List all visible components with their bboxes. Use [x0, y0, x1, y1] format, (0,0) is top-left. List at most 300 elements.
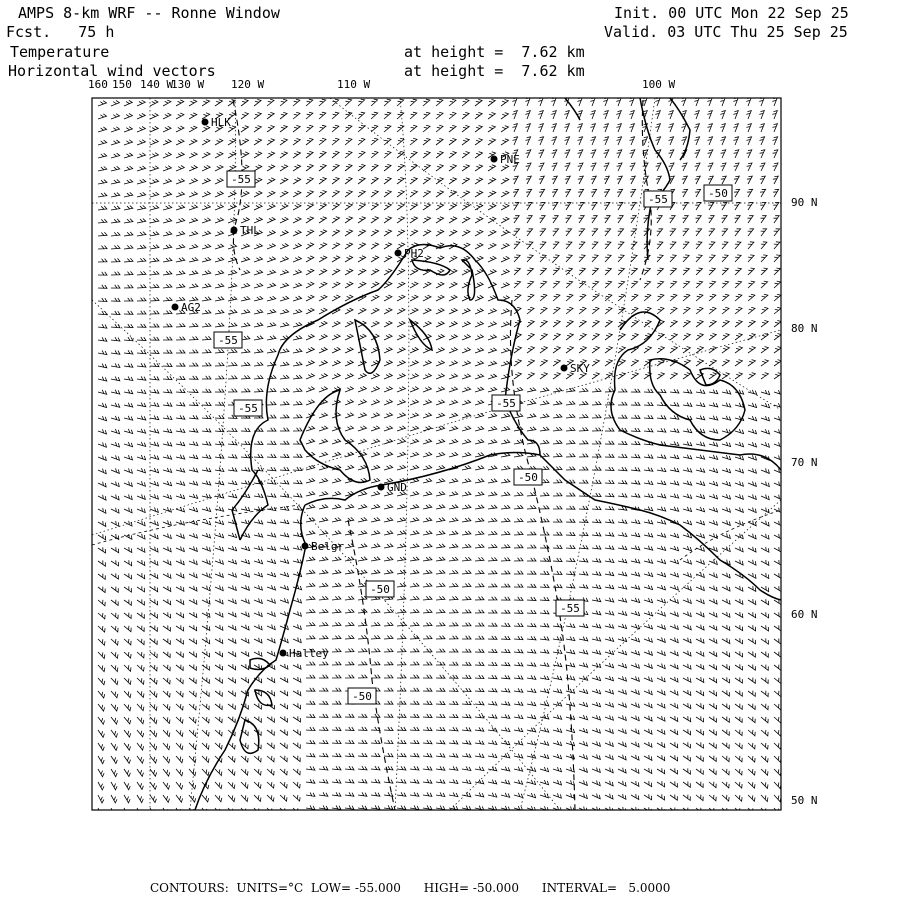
wind-barb [241, 546, 250, 551]
wind-barb [512, 98, 517, 106]
wind-barb [488, 492, 497, 496]
wind-barb [631, 663, 639, 668]
wind-barb [525, 98, 530, 106]
wind-barb [618, 559, 627, 563]
wind-barb [306, 204, 314, 210]
wind-barb [423, 374, 431, 379]
wind-barb [761, 229, 767, 236]
wind-barb [215, 559, 223, 564]
wind-barb [293, 296, 302, 301]
wind-barb [683, 468, 692, 472]
station-marker [491, 156, 498, 163]
wind-barb [683, 768, 690, 774]
wind-barb [397, 426, 406, 431]
wind-barb [475, 282, 483, 288]
wind-barb [656, 137, 661, 145]
wind-barb [709, 795, 716, 801]
wind-barb [254, 165, 262, 171]
wind-barb [410, 544, 419, 548]
wind-barb [669, 163, 674, 171]
wind-barb [410, 531, 419, 535]
wind-barb [618, 229, 624, 236]
wind-barb [423, 178, 430, 185]
wind-barb [98, 337, 107, 341]
wind-barb [605, 572, 614, 576]
wind-barb [475, 636, 484, 639]
wind-barb [254, 493, 263, 497]
wind-barb [150, 205, 159, 210]
wind-barb [514, 558, 523, 561]
wind-barb [592, 532, 601, 536]
wind-barb [734, 176, 739, 184]
wind-barb [644, 268, 650, 275]
wind-barb [436, 557, 445, 561]
wind-barb [267, 782, 274, 788]
wind-barb [774, 769, 781, 775]
wind-barb [605, 585, 614, 589]
wind-barb [773, 137, 778, 145]
wind-barb [735, 255, 741, 262]
wind-barb [722, 216, 728, 223]
wind-barb [501, 597, 510, 600]
wind-barb [280, 664, 288, 669]
wind-barb [514, 688, 523, 692]
wind-barb [371, 622, 380, 626]
wind-barb [436, 125, 443, 132]
wind-barb [501, 256, 509, 262]
wind-barb [332, 334, 340, 340]
wind-barb [565, 150, 570, 158]
wind-barb [618, 637, 627, 642]
wind-barb [670, 494, 679, 498]
wind-barb [748, 795, 755, 801]
wind-barb [293, 480, 302, 484]
wind-barb [280, 322, 289, 327]
wind-barb [176, 455, 185, 459]
wind-barb [332, 766, 341, 770]
wind-barb [462, 348, 470, 353]
wind-barb [566, 493, 575, 496]
lat-label: 50 N [791, 794, 818, 807]
wind-barb [488, 466, 497, 470]
wind-barb [384, 517, 393, 522]
wind-barb [657, 389, 666, 393]
wind-barb [176, 507, 185, 512]
wind-barb [540, 584, 549, 588]
wind-barb [566, 532, 575, 536]
wind-barb [293, 112, 300, 119]
wind-barb [189, 795, 196, 802]
wind-barb [618, 572, 627, 576]
wind-barb [215, 612, 223, 617]
wind-barb [280, 611, 288, 616]
wind-barb [746, 111, 751, 119]
wind-barb [644, 781, 652, 787]
wind-barb [163, 153, 171, 159]
wind-barb [604, 203, 610, 211]
wind-barb [592, 545, 601, 549]
wind-barb [98, 403, 107, 408]
wind-barb [98, 285, 107, 288]
wind-barb [371, 230, 379, 236]
wind-barb [514, 780, 523, 785]
wind-barb [267, 323, 276, 328]
wind-barb [449, 387, 458, 392]
wind-barb [475, 531, 484, 535]
wind-barb [527, 492, 536, 496]
wind-barb [735, 468, 744, 473]
wind-barb [488, 126, 495, 132]
wind-barb [695, 163, 700, 171]
wind-barb [720, 124, 725, 132]
wind-barb [137, 100, 145, 106]
wind-barb [514, 728, 523, 732]
wind-barb [137, 678, 144, 684]
wind-barb [683, 442, 692, 446]
wind-barb [488, 740, 497, 744]
wind-barb [475, 492, 484, 496]
wind-barb [306, 583, 315, 587]
wind-barb [410, 805, 419, 809]
wind-barb [202, 573, 210, 578]
wind-barb [565, 189, 571, 197]
wind-barb [462, 400, 471, 405]
wind-barb [124, 166, 133, 171]
wind-barb [306, 609, 315, 613]
wind-barb [694, 124, 699, 132]
wind-barb [449, 740, 458, 744]
wind-barb [657, 415, 666, 419]
wind-barb [696, 268, 702, 275]
wind-barb [150, 376, 159, 380]
wind-barb [163, 139, 171, 145]
wind-barb [540, 334, 547, 341]
wind-barb [150, 153, 158, 158]
wind-barb [761, 403, 770, 408]
wind-barb [436, 361, 444, 366]
wind-barb [410, 295, 418, 301]
wind-barb [436, 740, 445, 744]
wind-barb [579, 754, 587, 759]
wind-barb [748, 599, 756, 605]
wind-barb [540, 728, 549, 733]
wind-barb [748, 756, 755, 762]
wind-barb [501, 701, 510, 705]
wind-barb [709, 703, 717, 709]
wind-barb [527, 414, 536, 418]
wind-barb [202, 612, 210, 617]
wind-barb [332, 688, 341, 691]
wind-barb [371, 400, 379, 405]
wind-barb [579, 545, 588, 549]
wind-barb [189, 323, 198, 327]
wind-barb [449, 295, 457, 301]
wind-barb [709, 743, 716, 749]
wind-barb [150, 166, 159, 171]
wind-barb [189, 113, 197, 119]
wind-barb [189, 428, 198, 432]
wind-barb [436, 531, 445, 535]
wind-barb [150, 389, 159, 393]
wind-barb [306, 531, 315, 535]
wind-barb [683, 625, 691, 630]
wind-barb [462, 740, 471, 744]
wind-barb [423, 792, 432, 796]
wind-barb [605, 307, 612, 314]
valid-time: Valid. 03 UTC Thu 25 Sep 25 [604, 23, 848, 41]
wind-barb [423, 491, 432, 496]
wind-barb [111, 153, 120, 158]
wind-barb [358, 504, 367, 509]
wind-barb [436, 636, 445, 639]
wind-barb [410, 413, 419, 418]
wind-barb [319, 583, 328, 587]
wind-barb [176, 152, 184, 158]
wind-barb [761, 294, 768, 301]
wind-barb [590, 124, 595, 132]
wind-barb [605, 216, 611, 223]
wind-barb [137, 534, 145, 539]
wind-barb [512, 111, 517, 119]
wind-barb [280, 585, 289, 590]
wind-barb [590, 111, 595, 119]
wind-barb [707, 111, 712, 119]
wind-barb [358, 164, 365, 171]
wind-barb [241, 625, 249, 630]
wind-barb [163, 297, 172, 301]
wind-barb [449, 439, 458, 444]
wind-barb [670, 281, 677, 288]
wind-barb [332, 295, 340, 301]
wind-barb [150, 626, 157, 632]
wind-barb [774, 255, 780, 262]
wind-barb [189, 638, 197, 644]
wind-barb [98, 521, 106, 527]
wind-barb [98, 153, 107, 158]
wind-barb [215, 389, 224, 392]
wind-barb [578, 203, 584, 211]
wind-barb [371, 217, 379, 223]
wind-barb [553, 453, 562, 457]
wind-barb [748, 743, 755, 749]
wind-barb [306, 243, 314, 249]
wind-barb [670, 625, 678, 630]
wind-barb [436, 191, 444, 197]
wind-barb [501, 518, 510, 522]
wind-barb [98, 127, 107, 132]
wind-barb [436, 387, 445, 392]
wind-barb [514, 360, 521, 366]
wind-barb [683, 520, 692, 525]
wind-barb [462, 675, 471, 679]
wind-barb [150, 521, 158, 526]
wind-barb [488, 99, 495, 106]
wind-barb [371, 308, 379, 314]
wind-barb [98, 377, 107, 381]
wind-barb [539, 176, 544, 184]
wind-barb [709, 255, 715, 262]
wind-barb [111, 613, 118, 619]
wind-barb [293, 204, 301, 210]
wind-barb [202, 205, 210, 210]
wind-barb [163, 113, 171, 119]
wind-barb [514, 571, 523, 574]
wind-barb [176, 126, 184, 132]
wind-barb [670, 690, 678, 695]
wind-barb [176, 258, 185, 262]
wind-barb [449, 753, 458, 757]
wind-barb [98, 678, 105, 685]
wind-barb [709, 612, 717, 617]
wind-barb [176, 376, 185, 380]
wind-barb [202, 192, 210, 198]
wind-barb [358, 125, 365, 132]
wind-barb [319, 596, 328, 600]
wind-barb [605, 229, 611, 236]
wind-barb [722, 494, 731, 499]
wind-barb [176, 389, 185, 393]
wind-barb [163, 808, 169, 816]
wind-barb [228, 795, 235, 802]
wind-barb [774, 678, 781, 684]
wind-barb [735, 586, 743, 591]
wind-barb [124, 613, 131, 619]
wind-barb [293, 336, 302, 341]
wind-barb [280, 165, 288, 171]
wind-barb [514, 623, 523, 627]
wind-barb [527, 780, 536, 785]
wind-barb [176, 402, 185, 406]
wind-barb [319, 688, 328, 691]
wind-barb [137, 704, 144, 711]
wind-barb [527, 242, 533, 249]
wind-barb [280, 428, 289, 431]
wind-barb [592, 480, 601, 484]
wind-barb [215, 481, 224, 485]
wind-barb [462, 492, 471, 496]
wind-barb [345, 282, 353, 288]
wind-barb [657, 742, 665, 748]
wind-barb [501, 780, 510, 784]
wind-barb [722, 455, 731, 460]
wind-barb [319, 230, 327, 236]
wind-barb [345, 531, 354, 536]
wind-barb [241, 296, 250, 301]
wind-barb [735, 281, 742, 288]
wind-barb [579, 216, 585, 223]
wind-barb [618, 676, 627, 681]
wind-barb [540, 216, 546, 223]
wind-barb [681, 98, 686, 106]
wind-barb [696, 255, 702, 262]
wind-barb [759, 124, 764, 132]
wind-barb [358, 204, 365, 211]
wind-barb [748, 429, 757, 434]
wind-barb [514, 505, 523, 509]
wind-barb [228, 218, 236, 223]
wind-barb [720, 98, 725, 106]
wind-barb [735, 795, 742, 801]
wind-barb [319, 360, 327, 366]
wind-barb [670, 572, 679, 577]
wind-barb [538, 124, 543, 132]
wind-barb [280, 126, 287, 133]
wind-barb [384, 753, 393, 757]
wind-barb [397, 347, 405, 353]
wind-barb [670, 415, 679, 419]
wind-barb [735, 442, 744, 447]
wind-barb [514, 347, 521, 354]
wind-barb [592, 807, 600, 812]
contour-label: -50 [708, 187, 728, 200]
wind-barb [202, 599, 210, 604]
wind-barb [202, 415, 211, 419]
wind-barb [709, 242, 715, 249]
wind-barb [202, 113, 210, 119]
wind-barb [202, 389, 211, 392]
wind-barb [644, 677, 652, 682]
wind-barb [683, 677, 691, 682]
wind-barb [384, 635, 393, 639]
wind-barb [384, 204, 391, 210]
wind-barb [774, 307, 781, 314]
wind-barb [111, 416, 120, 421]
wind-barb [241, 467, 250, 471]
wind-barb [150, 245, 159, 249]
wind-barb [527, 320, 534, 327]
wind-barb [488, 793, 497, 797]
wind-barb [371, 374, 379, 380]
wind-barb [215, 349, 224, 353]
wind-barb [358, 648, 367, 652]
wind-barb [616, 98, 621, 106]
wind-barb [501, 714, 510, 718]
wind-barb [579, 571, 588, 575]
wind-barb [228, 677, 236, 683]
wind-barb [644, 347, 651, 354]
wind-barb [111, 482, 119, 487]
wind-barb [761, 769, 768, 775]
wind-barb [604, 137, 609, 145]
wind-barb [761, 390, 770, 395]
wind-barb [501, 675, 510, 679]
wind-barb [189, 743, 196, 749]
wind-barb [384, 164, 391, 171]
wind-barb [670, 768, 678, 774]
wind-barb [618, 755, 626, 760]
wind-barb [748, 691, 755, 697]
wind-barb [501, 479, 510, 483]
wind-barb [735, 638, 743, 644]
wind-barb [631, 585, 640, 590]
wind-barb [202, 678, 209, 684]
wind-barb [306, 282, 314, 288]
wind-barb [449, 662, 458, 665]
wind-barb [644, 454, 653, 458]
wind-barb [410, 714, 419, 718]
wind-barb [202, 244, 211, 249]
wind-barb [631, 441, 640, 445]
wind-barb [566, 320, 573, 327]
wind-barb [579, 663, 588, 668]
wind-barb [657, 294, 664, 301]
wind-barb [592, 294, 599, 301]
wind-barb [540, 767, 549, 772]
wind-barb [605, 334, 612, 341]
wind-barb [540, 294, 547, 301]
wind-barb [734, 163, 739, 171]
wind-barb [111, 730, 118, 737]
